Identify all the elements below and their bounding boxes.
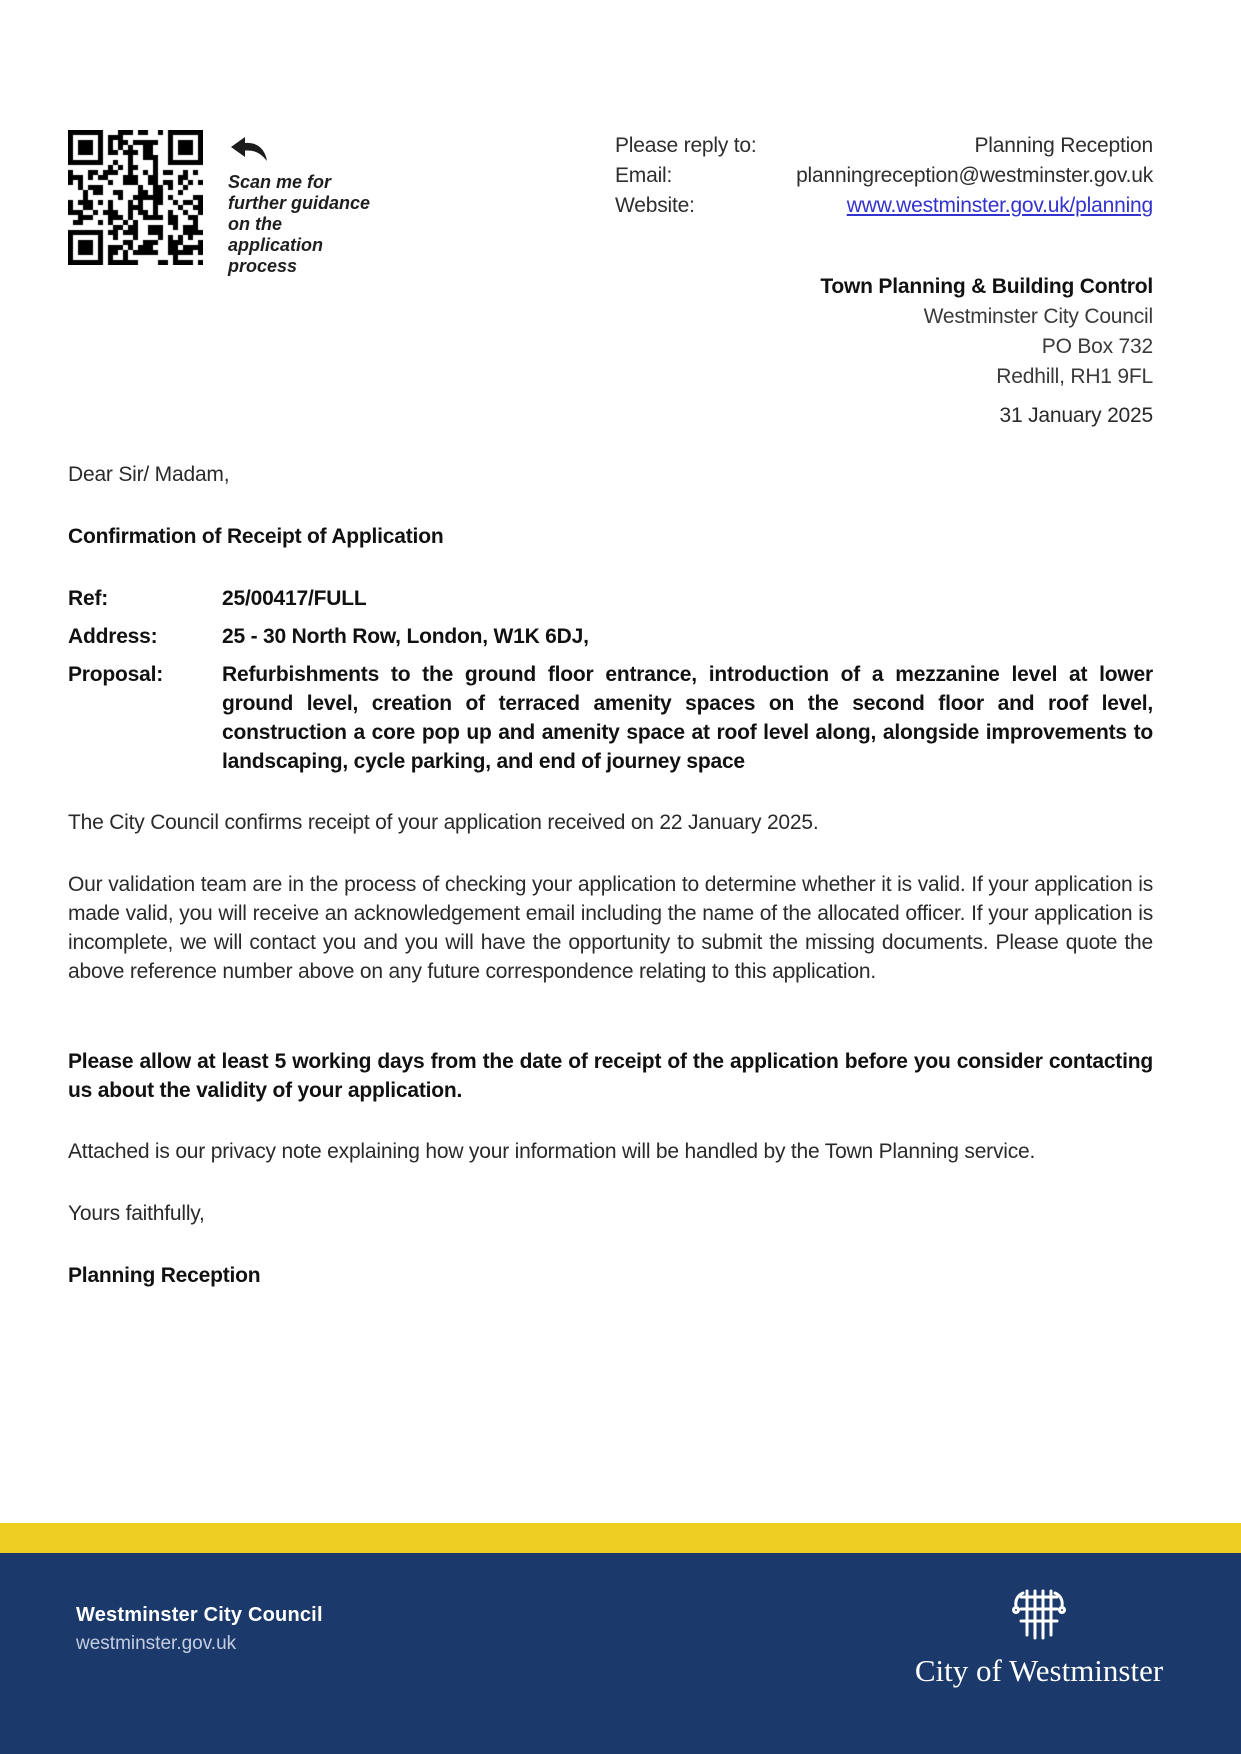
sender-po-box: PO Box 732 [1041, 335, 1153, 358]
paragraph-validation: Our validation team are in the process of checking your application to determine whether it is valid. If your application is made valid, you will receive an acknowledgement email including the name of the allocated officer. If your application is incomplete, we will contact you and you will have the opportunity to submit the missing documents. Please quote the above reference number above on any future correspondence relating to this application. [68, 873, 1153, 983]
address-value: 25 - 30 North Row, London, W1K 6DJ, [222, 625, 589, 648]
address-label: Address: [68, 625, 158, 648]
ref-value: 25/00417/FULL [222, 587, 367, 610]
scan-note [228, 136, 388, 277]
footer-band [0, 1553, 1241, 1754]
scan-note-text: Scan me for further guidance on the application process [228, 172, 371, 276]
email-label: Email: [615, 164, 673, 187]
contact-row-email [615, 161, 1153, 191]
portcullis-crest-icon [1010, 1583, 1068, 1645]
qr-code [68, 130, 203, 265]
contact-row-reply-to [615, 131, 1153, 161]
city-of-westminster-brand [899, 1583, 1179, 1689]
sender-council: Westminster City Council [923, 305, 1153, 328]
paragraph-privacy-note: Attached is our privacy note explaining how your information will be handled by the Town Planning service. [68, 1140, 1036, 1163]
closing: Yours faithfully, [68, 1202, 205, 1225]
sender-department: Town Planning & Building Control [820, 275, 1153, 298]
ref-label: Ref: [68, 587, 109, 610]
proposal-label: Proposal: [68, 663, 164, 686]
email-value: planningreception@westminster.gov.uk [796, 164, 1153, 187]
footer-website: westminster.gov.uk [76, 1633, 237, 1654]
footer-org-name: Westminster City Council [76, 1604, 323, 1626]
proposal-value: Refurbishments to the ground floor entrance, introduction of a mezzanine level at lower ground level, creation of terraced amenity spaces on the second floor and roof level, construction a core pop up and amenity space at roof level along, alongside improvements to landscaping, cycle parking, and end of journey space [222, 663, 1153, 773]
contact-block [615, 131, 1153, 221]
brand-wordmark: City of Westminster [914, 1653, 1164, 1688]
website-link[interactable]: www.westminster.gov.uk/planning [846, 194, 1153, 217]
reply-to-label: Please reply to: [615, 134, 757, 157]
website-label: Website: [615, 194, 695, 217]
contact-row-website [615, 191, 1153, 221]
reply-to-value: Planning Reception [974, 134, 1153, 157]
sender-address-block [615, 272, 1153, 392]
salutation: Dear Sir/ Madam, [68, 463, 230, 486]
paragraph-allow-5-days: Please allow at least 5 working days from the date of receipt of the application before you consider contacting us about the validity of your application. [68, 1050, 1153, 1102]
paragraph-receipt: The City Council confirms receipt of your application received on 22 January 2025. [68, 811, 819, 834]
footer-yellow-stripe [0, 1523, 1241, 1553]
letter-date: 31 January 2025 [999, 404, 1153, 427]
sender-town: Redhill, RH1 9FL [996, 365, 1153, 388]
signature: Planning Reception [68, 1264, 261, 1287]
application-details [68, 584, 1153, 776]
subject-line: Confirmation of Receipt of Application [68, 525, 444, 548]
reply-arrow-icon [228, 136, 270, 164]
